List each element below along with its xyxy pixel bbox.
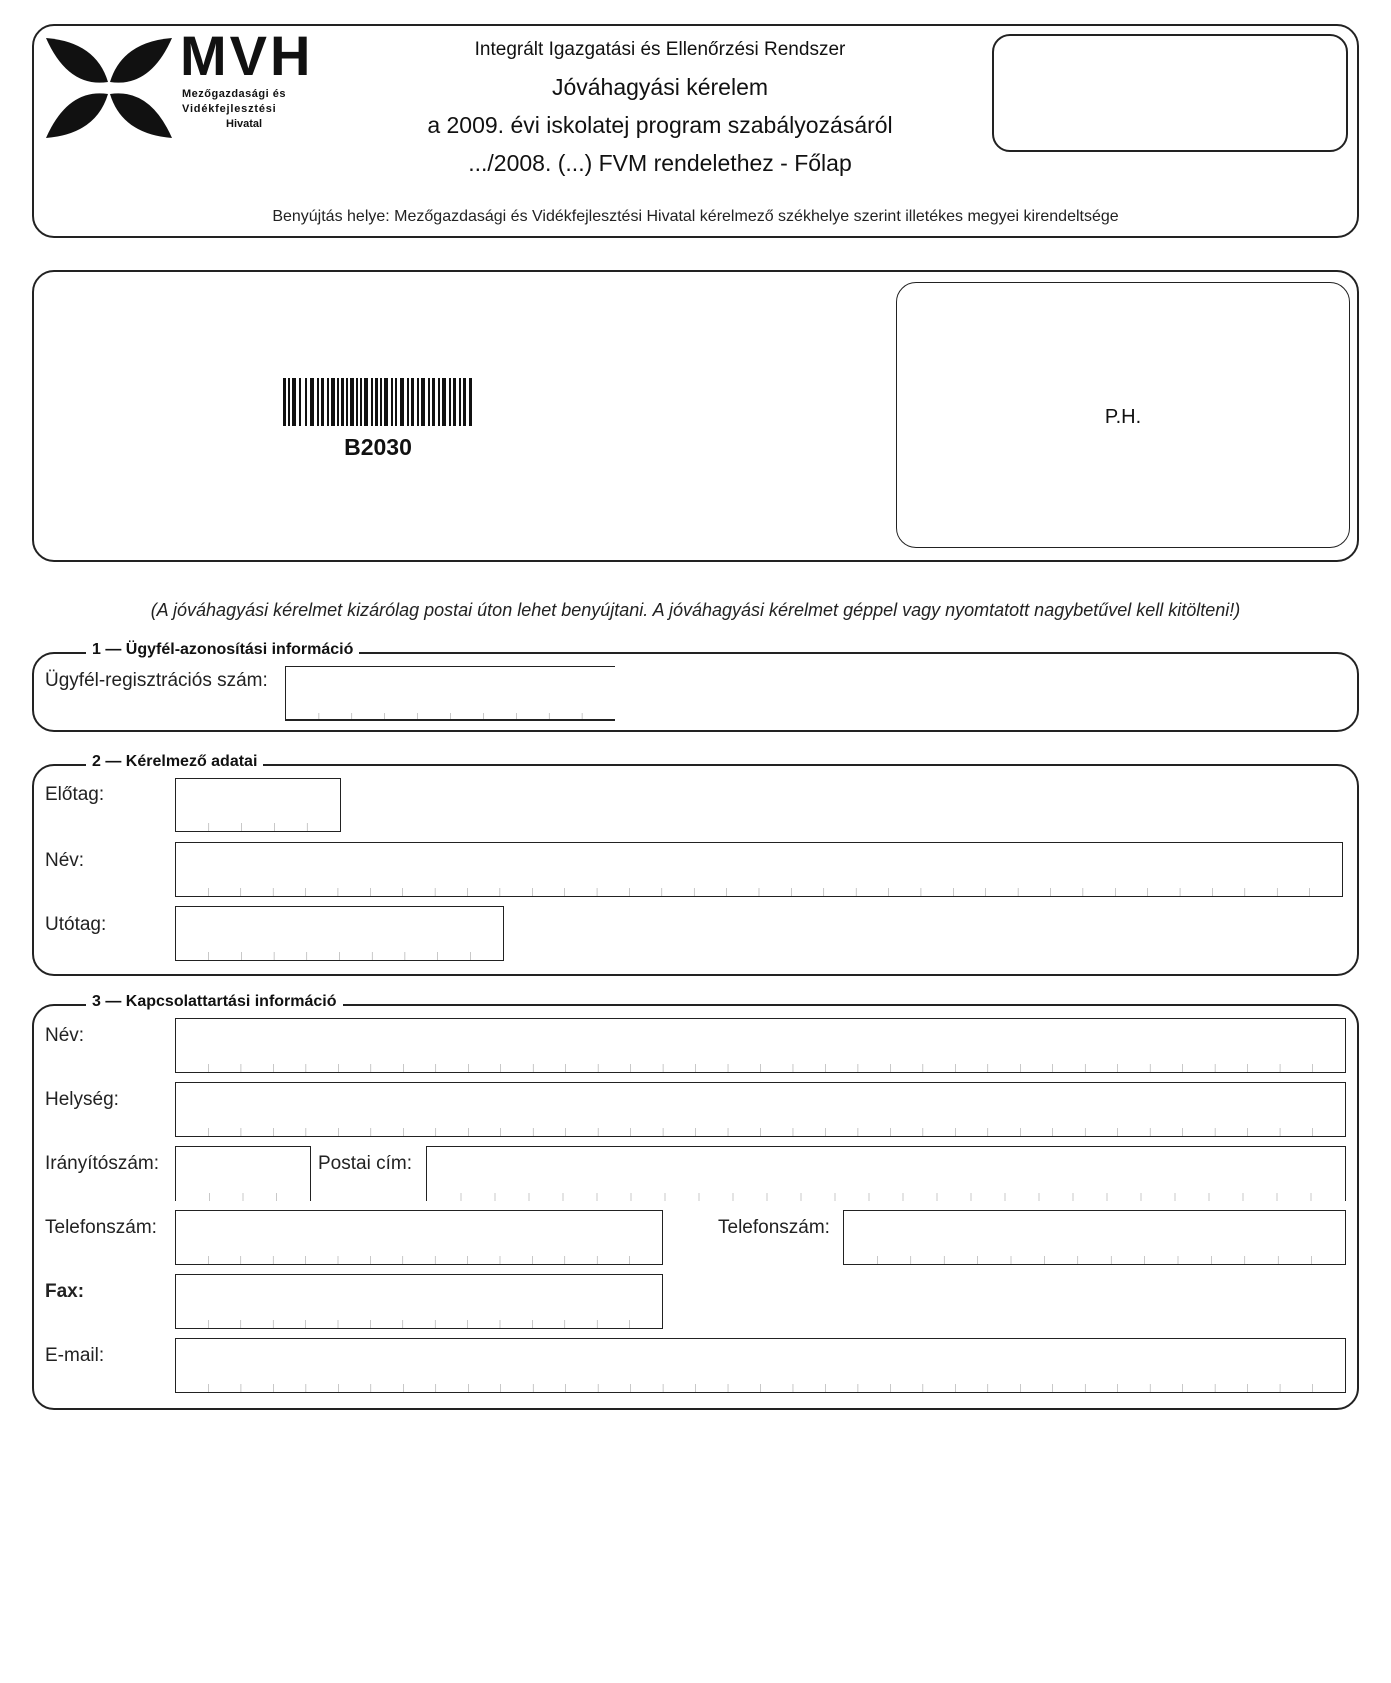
form-title: Jóváhagyási kérelem: [551, 74, 769, 100]
applicant-name-label: Név:: [45, 850, 85, 871]
suffix-field[interactable]: [175, 906, 504, 961]
phone-2-label: Telefonszám:: [718, 1217, 830, 1238]
section-2-legend: 2 — Kérelmező adatai: [86, 753, 263, 771]
applicant-name-field[interactable]: [175, 842, 1343, 897]
zip-label: Irányítószám:: [45, 1153, 160, 1174]
office-use-box: [992, 34, 1348, 152]
suffix-label: Utótag:: [45, 914, 107, 935]
form-subtitle: a 2009. évi iskolatej program szabályozásáról: [427, 112, 893, 138]
logo-line-2: Vidékfejlesztési: [182, 103, 277, 115]
prefix-field[interactable]: [175, 778, 341, 832]
form-regulation: .../2008. (...) FVM rendelethez - Főlap: [468, 150, 852, 176]
logo-line-1: Mezőgazdasági és: [182, 88, 286, 100]
submission-place: Benyújtás helye: Mezőgazdasági és Vidékfejlesztési Hivatal kérelmező székhelye szerint illetékes megyei kirendeltsége: [272, 208, 1119, 225]
address-field[interactable]: [426, 1146, 1346, 1201]
contact-name-field[interactable]: [175, 1018, 1346, 1073]
address-label: Postai cím:: [318, 1153, 412, 1174]
contact-name-label: Név:: [45, 1025, 85, 1046]
prefix-label: Előtag:: [45, 784, 105, 805]
instruction-text: (A jóváhagyási kérelmet kizárólag postai úton lehet benyújtani. A jóváhagyási kérelmet géppel vagy nyomtatott nagybetűvel kell kitölteni!): [150, 600, 1241, 620]
system-name: Integrált Igazgatási és Ellenőrzési Rendszer: [474, 39, 846, 60]
butterfly-logo-icon: [44, 36, 174, 140]
city-label: Helység:: [45, 1089, 119, 1110]
client-id-label: Ügyfél-regisztrációs szám:: [45, 670, 268, 691]
phone-2-field[interactable]: [843, 1210, 1346, 1265]
logo-line-3: Hivatal: [226, 118, 263, 130]
client-id-field[interactable]: [285, 666, 615, 721]
stamp-label: P.H.: [1104, 406, 1142, 428]
logo-abbrev: MVH: [180, 24, 314, 87]
email-field[interactable]: [175, 1338, 1346, 1393]
section-1-legend: 1 — Ügyfél-azonosítási információ: [86, 641, 359, 659]
section-1-box: [32, 652, 1359, 732]
barcode-icon: [283, 378, 473, 426]
email-label: E-mail:: [45, 1345, 105, 1366]
phone-1-field[interactable]: [175, 1210, 663, 1265]
client-id-underline: [285, 719, 615, 721]
phone-1-label: Telefonszám:: [45, 1217, 157, 1238]
barcode-number: B2030: [344, 434, 412, 460]
city-field[interactable]: [175, 1082, 1346, 1137]
section-3-legend: 3 — Kapcsolattartási információ: [86, 993, 343, 1011]
mvh-logo: [44, 36, 174, 140]
fax-field[interactable]: [175, 1274, 663, 1329]
zip-field[interactable]: [175, 1146, 311, 1201]
fax-label: Fax:: [45, 1281, 85, 1302]
